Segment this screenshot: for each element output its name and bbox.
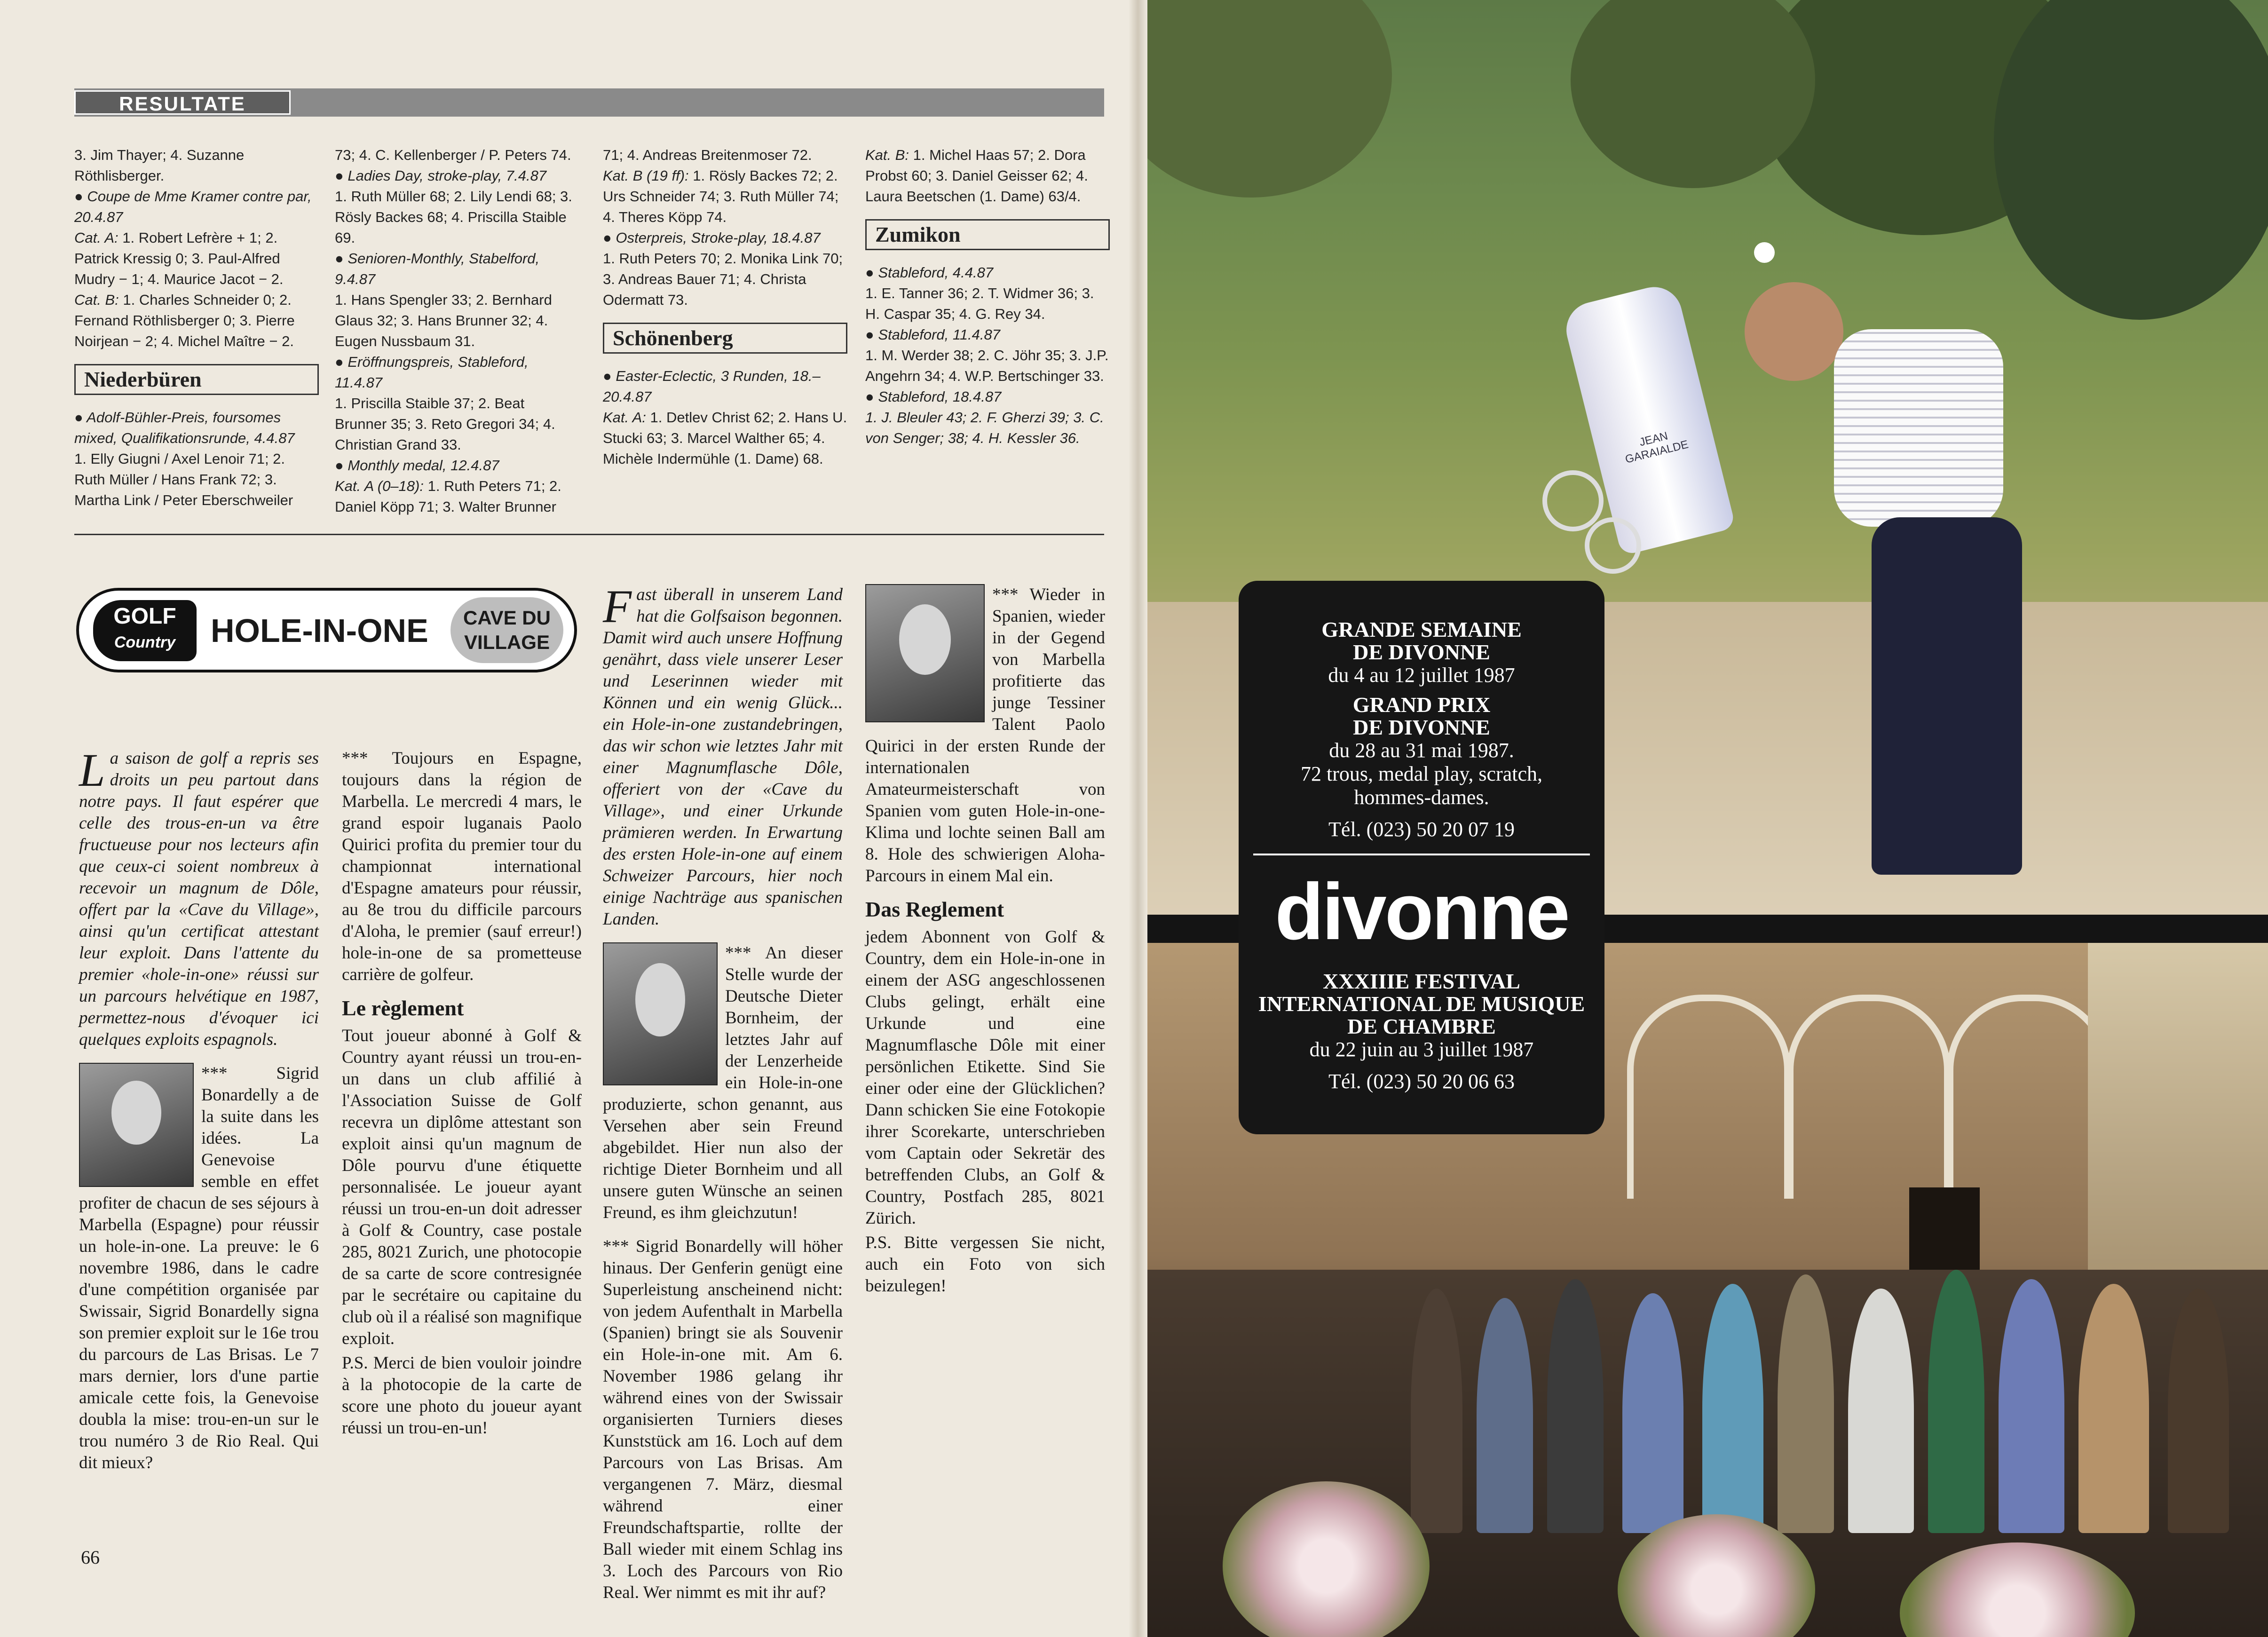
results-text: 1. Ruth Müller 68; 2. Lily Lendi 68; 3. Rösly Backes 68; 4. Priscilla Staible 69.: [335, 188, 572, 246]
section-heading-reglement: Le règlement: [342, 996, 464, 1020]
cave-line-1: CAVE DU: [463, 607, 551, 629]
club-heading-zumikon: Zumikon: [865, 219, 1110, 250]
event-title: ● Adolf-Bühler-Preis, foursomes mixed, Qualifikationsrunde, 4.4.87: [74, 409, 295, 446]
results-text: 1. M. Werder 38; 2. C. Jöhr 35; 3. J.P. Angehrn 34; 4. W.P. Bertschinger 33.: [865, 347, 1109, 384]
guest: [1778, 1274, 1834, 1533]
event-title: ● Osterpreis, Stroke-play, 18.4.87: [603, 229, 821, 246]
ad-line: INTERNATIONAL DE MUSIQUE: [1258, 992, 1585, 1016]
guest: [1702, 1284, 1763, 1533]
results-text: 1. E. Tanner 36; 2. T. Widmer 36; 3. H. Caspar 35; 4. G. Rey 34.: [865, 285, 1094, 322]
guest: [1999, 1279, 2064, 1533]
hole-in-one-title: HOLE-IN-ONE: [211, 612, 428, 649]
article-paragraph: *** Sigrid Bonardelly a de la suite dans les idées. La Genevoise semble en effet profiter de chacun de ses séjours à Marbella (Espagne) pour réussir un hole-in-one. La preuve: le 6 novembre 1986, dans le cadre d'une compétition organisée par Swissair, Sigrid Bonardelly signa son premier exploit sur le 16e trou du parcours de Las Brisas. Le 7 mars dernier, lors d'une partie amicale cette fois, la Genevoise doubla la mise: trou-en-un sur le trou numéro 3 de Rio Real. Qui dit mieux?: [79, 1064, 319, 1472]
tree: [1147, 0, 1392, 198]
section-divider: [74, 534, 1104, 535]
article-paragraph: *** An dieser Stelle wurde der Deutsche Dieter Bornheim, der letztes Jahr auf der Lenzerheide ein Hole-in-one produzierte, schon genannt, aus Versehen aber sein Freund abgebildet. Hier nun also der richtige Dieter Bornheim und all unsere guten Wünsche an seinen Freund, es ihm gleichzutun!: [603, 943, 843, 1222]
article-intro: Fast überall in unserem Land hat die Golfsaison begonnen. Damit wird auch unsere Hoffnung genährt, dass viele unserer Leser und Leserinnen wieder mit Können und ein wenig Glück... ein Hole-in-one zustandebringen, das wir schon wie letztes Jahr mit einer Magnumflasche Dôle, offeriert von der «Cave du Village», und einer Urkunde prämieren werden. In Erwartung des ersten Hole-in-one auf einem Schweizer Parcours, hier noch einige Nachträge aus spanischen Landen.: [603, 580, 843, 929]
golfer-head: [1745, 282, 1843, 381]
crowd: [1147, 1270, 2268, 1637]
ad-line: XXXIIIE FESTIVAL: [1323, 969, 1520, 993]
ad-line: du 22 juin au 3 juillet 1987: [1309, 1038, 1534, 1061]
golfer-trousers: [1872, 517, 2022, 875]
event-title: ● Stableford, 18.4.87: [865, 388, 1002, 405]
tree: [1994, 0, 2268, 320]
ad-line: du 4 au 12 juillet 1987: [1328, 664, 1515, 687]
article-ps: P.S. Merci de bien vouloir joindre à la photocopie de la carte de score une photo du joueur ayant réussi un trou-en-un!: [342, 1353, 582, 1438]
ad-line: DE DIVONNE: [1353, 715, 1490, 739]
results-text: Cat. B: 1. Charles Schneider 0; 2. Fernand Röthlisberger 0; 3. Pierre Noirjean − 2; 4. Michel Maître − 2.: [74, 292, 295, 349]
results-text: Kat. A (0–18): 1. Ruth Peters 71; 2. Daniel Köpp 71; 3. Walter Brunner: [335, 478, 561, 515]
logo-country-text: Country: [114, 633, 176, 651]
article-fr-col-2: [342, 748, 582, 1439]
section-heading-reglement-de: Das Reglement: [865, 897, 1004, 921]
event-title: ● Senioren-Monthly, Stabelford, 9.4.87: [335, 250, 540, 287]
golf-country-logo: [93, 600, 197, 661]
ad-line: DE DIVONNE: [1353, 640, 1490, 664]
results-text: 1. J. Bleuler 43; 2. F. Gherzi 39; 3. C. von Senger; 38; 4. H. Kessler 36.: [865, 409, 1104, 446]
results-text: Cat. A: 1. Robert Lefrère + 1; 2. Patrick Kressig 0; 3. Paul-Alfred Mudry − 1; 4. Maurice Jacot − 2.: [74, 229, 284, 287]
ad-line: DE CHAMBRE: [1347, 1014, 1496, 1038]
page-gutter: [1129, 0, 1147, 1637]
results-text: 1. Ruth Peters 70; 2. Monika Link 70; 3. Andreas Bauer 71; 4. Christa Odermatt 73.: [603, 250, 843, 308]
guest: [1848, 1289, 1914, 1533]
arch: [1787, 995, 1951, 1199]
results-column-1: [74, 145, 319, 511]
arch: [1947, 995, 2110, 1199]
flower-bed: [1900, 1542, 2135, 1637]
event-title: ● Stableford, 11.4.87: [865, 326, 1001, 343]
event-title: ● Ladies Day, stroke-play, 7.4.87: [335, 167, 547, 184]
event-title: ● Stableford, 4.4.87: [865, 264, 994, 281]
event-title: ● Monthly medal, 12.4.87: [335, 457, 499, 474]
flower-bed: [1223, 1481, 1430, 1637]
club-heading-schonenberg: Schönenberg: [603, 323, 847, 354]
results-text: Kat. B: 1. Michel Haas 57; 2. Dora Probst 60; 3. Daniel Geisser 62; 4. Laura Beetschen (1. Dame) 63/4.: [865, 147, 1088, 205]
article-de-col-2: [865, 584, 1105, 1297]
ad-line: du 28 au 31 mai 1987.: [1329, 739, 1514, 762]
ad-line: GRAND PRIX: [1352, 693, 1491, 717]
ad-phone: Tél. (023) 50 20 07 19: [1328, 818, 1515, 841]
cave-line-2: VILLAGE: [464, 631, 550, 653]
divonne-advertisement: [1239, 581, 1604, 1134]
guest: [2168, 1289, 2229, 1533]
article-de-col-1: [603, 580, 843, 1604]
guest: [1547, 1279, 1604, 1533]
results-text: Kat. B (19 ff): 1. Rösly Backes 72; 2. Urs Schneider 74; 3. Ruth Müller 74; 4. Theres Köpp 74.: [603, 167, 839, 225]
drop-cap: L: [79, 744, 105, 796]
article-paragraph: *** Toujours en Espagne, toujours dans la région de Marbella. Le mercredi 4 mars, le grand espoir luganais Paolo Quirici profita du premier tour du championnat international d'Espagne amateurs pour réussir, au 8e trou du difficile parcours d'Aloha, le premier (sauf erreur!) hole-in-one de sa prometteuse carrière de golfeur.: [342, 749, 582, 984]
results-text: Kat. A: 1. Detlev Christ 62; 2. Hans U. Stucki 63; 3. Marcel Walther 65; 4. Michèle Indermühle (1. Dame) 68.: [603, 409, 847, 467]
portrait-paolo-quirici: [865, 584, 985, 722]
right-page: [1147, 0, 2268, 1637]
article-ps: P.S. Bitte vergessen Sie nicht, auch ein Foto von sich beizulegen!: [865, 1233, 1105, 1296]
club-heading-niederburen: Niederbüren: [74, 364, 319, 395]
guest: [1411, 1289, 1462, 1533]
results-header: RESULTATE: [74, 90, 291, 115]
article-fr-col-1: [79, 744, 319, 1474]
article-intro: La saison de golf a repris ses droits un peu partout dans notre pays. Il faut espérer que celle des trous-en-un va être fructueuse pour nos lecteurs afin que ceux-ci soient nombreux à recevoir un magnum de Dôle, offert par la «Cave du Village», ainsi qu'un certificat attestant leur exploit. Dans l'attente du premier «hole-in-one» réussi sur un parcours helvétique en 1987, permettez-nous d'évoquer ici quelques exploits espagnols.: [79, 744, 319, 1049]
ad-divider: [1253, 854, 1590, 855]
ad-line: GRANDE SEMAINE: [1321, 617, 1522, 641]
results-text: 71; 4. Andreas Breitenmoser 72.: [603, 147, 812, 163]
logo-golf-text: GOLF: [113, 604, 176, 629]
page-number: 66: [81, 1547, 100, 1568]
results-text: 73; 4. C. Kellenberger / P. Peters 74.: [335, 147, 571, 163]
results-column-2: [335, 145, 579, 517]
portrait-dieter-bornheim: [603, 942, 718, 1085]
results-text: 1. Hans Spengler 33; 2. Bernhard Glaus 32; 3. Hans Brunner 32; 4. Eugen Nussbaum 31.: [335, 292, 552, 349]
portrait-sigrid-bonardelly: [79, 1063, 194, 1187]
event-title: ● Easter-Eclectic, 3 Runden, 18.–20.4.87: [603, 368, 821, 405]
ad-line: 72 trous, medal play, scratch,: [1301, 762, 1542, 785]
drop-cap: F: [603, 580, 632, 633]
event-title: ● Coupe de Mme Kramer contre par, 20.4.87: [74, 188, 312, 225]
article-paragraph: *** Wieder in Spanien, wieder in der Gegend von Marbella profitierte das junge Tessiner Talent Paolo Quirici in der ersten Runde der internationalen Amateurmeisterschaft von Spanien vom guten Hole-in-one-Klima und lochte seinen Ball am 8. Hole des schwierigen Aloha-Parcours in einem Mal ein.: [865, 585, 1105, 886]
arch: [1627, 995, 1791, 1199]
guest: [1622, 1293, 1683, 1533]
ad-line: hommes-dames.: [1354, 786, 1489, 809]
cave-du-village-badge: [450, 597, 563, 663]
hole-in-one-logo: [76, 588, 577, 672]
article-paragraph: Tout joueur abonné à Golf & Country ayant réussi un trou-en-un dans un club affilié à l'Association Suisse de Golf recevra un diplôme attestant son exploit ainsi qu'un magnum de Dôle pourvu d'une étiquette personnalisée. Le joueur ayant réussi un trou-en-un doit adresser à Golf & Country, case postale 285, 8021 Zurich, une photocopie de sa carte de score contresignée par le secrétaire ou capitaine du club où il a réalisé son magnifique exploit.: [342, 1026, 582, 1348]
article-paragraph: jedem Abonnent von Golf & Country, dem ein Hole-in-one in einem der ASG angeschlossenen Clubs gelingt, erhält eine Urkunde und eine Magnumflasche Dôle mit einer persönlichen Etikette. Sind Sie einer oder eine der Glücklichen? Dann schicken Sie eine Fotokopie ihrer Scorekarte, unterschrieben vom Captain oder Sekretär des betreffenden Clubs, an Golf & Country, Postfach 285, 8021 Zürich.: [865, 927, 1105, 1228]
golfer-shirt: [1834, 329, 2003, 527]
results-column-4: [865, 145, 1110, 449]
article-paragraph: *** Sigrid Bonardelly will höher hinaus. Der Genferin genügt eine Superleistung anscheinend nicht: von jedem Aufenthalt in Marbella (Spanien) bringt sie als Souvenir ein Hole-in-one mit. Am 6. November 1986 gelang ihr während eines von der Swissair organisierten Turniers dieses Kunststück am 16. Loch auf dem Parcours von Las Brisas. Am vergangenen 7. März, diesmal während einer Freundschaftspartie, rollte der Ball wieder mit einem Schlag ins 3. Loch des Parcours von Rio Real. Wer nimmt es mit ihr auf?: [603, 1237, 843, 1602]
ad-phone: Tél. (023) 50 20 06 63: [1328, 1070, 1515, 1093]
trolley-wheel: [1585, 517, 1641, 574]
event-title: ● Eröffnungspreis, Stableford, 11.4.87: [335, 354, 529, 391]
results-text: 1. Priscilla Staible 37; 2. Beat Brunner 35; 3. Reto Gregori 34; 4. Christian Grand 33.: [335, 395, 555, 453]
guest: [1477, 1298, 1533, 1533]
golf-ball: [1754, 242, 1775, 263]
golf-bag-text: JEAN GARAIALDE: [1624, 429, 1690, 466]
trolley-wheel: [1542, 470, 1604, 531]
divonne-logo: divonne: [1275, 867, 1568, 957]
results-column-3: [603, 145, 847, 469]
guest: [1928, 1270, 1984, 1533]
results-text: 1. Elly Giugni / Axel Lenoir 71; 2. Ruth Müller / Hans Frank 72; 3. Martha Link / Peter Eberschweiler: [74, 451, 293, 508]
guest: [2078, 1284, 2149, 1533]
results-text: 3. Jim Thayer; 4. Suzanne Röthlisberger.: [74, 147, 245, 184]
